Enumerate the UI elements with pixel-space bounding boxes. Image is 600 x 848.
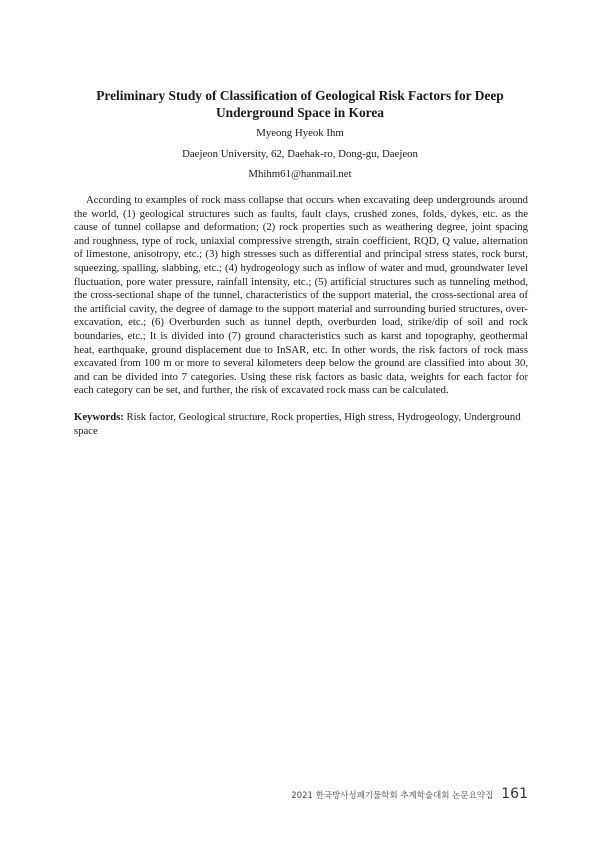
keywords-label: Keywords:	[74, 411, 124, 423]
abstract-text: According to examples of rock mass collapse that occurs when excavating deep undergrounds around the world, (1) geological structures such as faults, fault clays, crushed zones, folds, dykes, etc. as the cause of tunnel collapse and deformation; (2) rock properties such as weathering degree, joint spacing and roughness, type of rock, uniaxial compressive strength, strain coefficient, RQD, Q value, alternation of limestone, anisotropy, etc.; (3) high stresses such as differential and principal stress states, rock burst, squeezing, spalling, slabbing, etc.; (4) hydrogeology such as inflow of water and mud, groundwater level fluctuation, pore water pressure, rainfall intensity, etc.; (5) artificial structures such as tunneling method, the cross-sectional shape of the tunnel, characteristics of the support material, the cross-sectional area of the artificial cavity, the degree of damage to the support material and surrounding buried structures, over-excavation, etc.; (6) Overburden such as tunnel depth, overburden load, strike/dip of soil and rock boundaries, etc.; It is divided into (7) ground characteristics such as karst and topography, geothermal heat, earthquake, ground displacement due to InSAR, etc. In other words, the risk factors of rock mass excavated from 100 m or more to several kilometers deep below the ground are classified into about 30, and can be divided into 7 categories. Using these risk factors as basic data, weights for each factor for each category can be set, and further, the risk of excavated rock mass can be calculated.	[74, 194, 528, 397]
conference-name: 2021 한국방사성폐기물학회 추계학술대회 논문요약집	[291, 790, 494, 800]
page-number: 161	[501, 786, 528, 802]
paper-title: Preliminary Study of Classification of Geological Risk Factors for Deep Underground Space in Korea	[96, 88, 504, 120]
author-affiliation: Daejeon University, 62, Daehak-ro, Dong-gu, Daejeon	[182, 148, 418, 160]
keywords-list: Risk factor, Geological structure, Rock properties, High stress, Hydrogeology, Underground space	[74, 411, 521, 437]
author-name: Myeong Hyeok Ihm	[256, 127, 344, 139]
author-email: Mhihm61@hanmail.net	[248, 168, 352, 180]
keywords	[74, 411, 528, 438]
page-footer	[291, 786, 528, 802]
